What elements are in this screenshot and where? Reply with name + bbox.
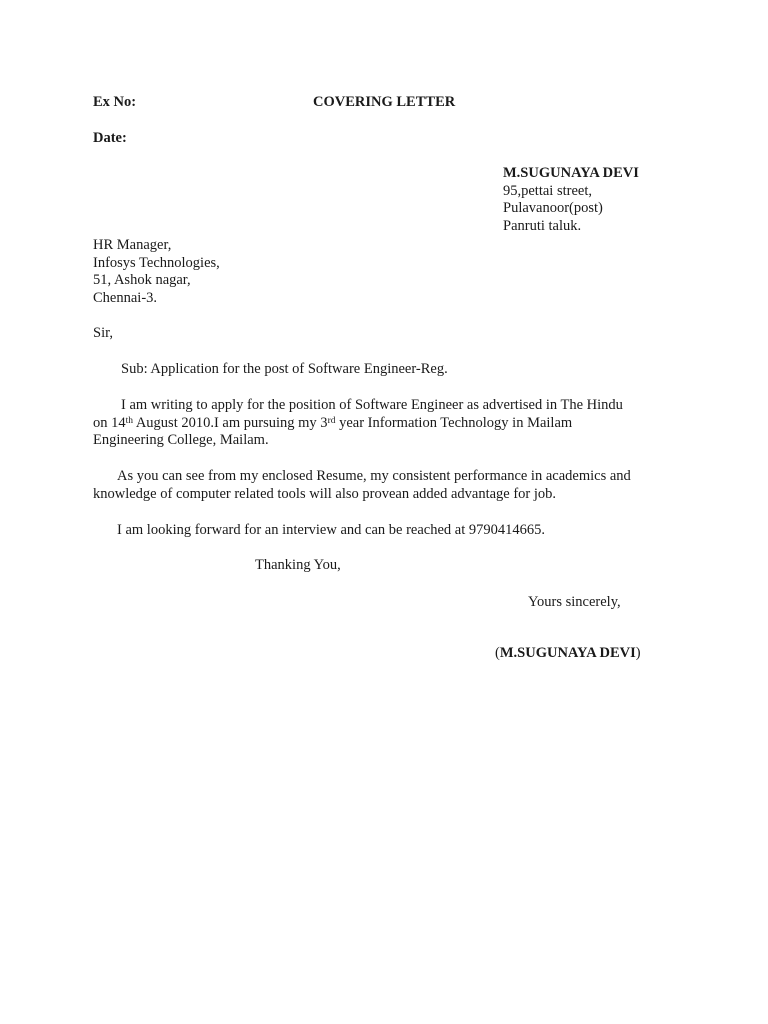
sender-block [503, 165, 639, 235]
signature-name: M.SUGUNAYA DEVI [499, 645, 636, 661]
body-paragraph-2 [93, 468, 693, 503]
recipient-line: 51, Ashok nagar, [93, 272, 191, 288]
text-run: year Information Technology in Mailam [335, 414, 573, 431]
body-paragraph-1 [93, 397, 693, 450]
subject-line: Sub: Application for the post of Software Engineer-Reg. [121, 361, 448, 377]
paragraph-line: I am writing to apply for the position of Software Engineer as advertised in The Hindu [121, 397, 623, 413]
recipient-line: HR Manager, [93, 237, 172, 253]
signature [495, 645, 641, 662]
superscript: rd [327, 415, 336, 426]
sender-address-line: Pulavanoor(post) [503, 200, 603, 216]
sender-name: M.SUGUNAYA DEVI [503, 165, 639, 181]
superscript: th [125, 415, 134, 426]
text-run: on 14 [93, 414, 126, 431]
ex-no-label: Ex No: [93, 94, 137, 110]
sender-address-line: 95,pettai street, [503, 182, 592, 199]
date-label: Date: [93, 130, 127, 146]
paragraph-line: knowledge of computer related tools will also provean added advantage for job. [93, 485, 557, 502]
closing-line: Yours sincerely, [528, 594, 621, 610]
body-paragraph-3: I am looking forward for an interview and can be reached at 9790414665. [117, 522, 545, 538]
recipient-line: Chennai-3. [93, 289, 158, 306]
recipient-line: Infosys Technologies, [93, 254, 220, 271]
paragraph-line [93, 415, 693, 433]
thanking-line: Thanking You, [255, 557, 341, 573]
paragraph-line: As you can see from my enclosed Resume, my consistent performance in academics and [117, 468, 631, 484]
signature-paren: ( [495, 645, 500, 661]
salutation: Sir, [93, 325, 113, 341]
recipient-block [93, 237, 220, 307]
sender-address-line: Panruti taluk. [503, 217, 582, 234]
text-run: August 2010.I am pursuing my 3 [133, 414, 328, 431]
signature-paren: ) [635, 645, 641, 661]
letter-title: COVERING LETTER [313, 94, 456, 110]
paragraph-line: Engineering College, Mailam. [93, 432, 269, 448]
